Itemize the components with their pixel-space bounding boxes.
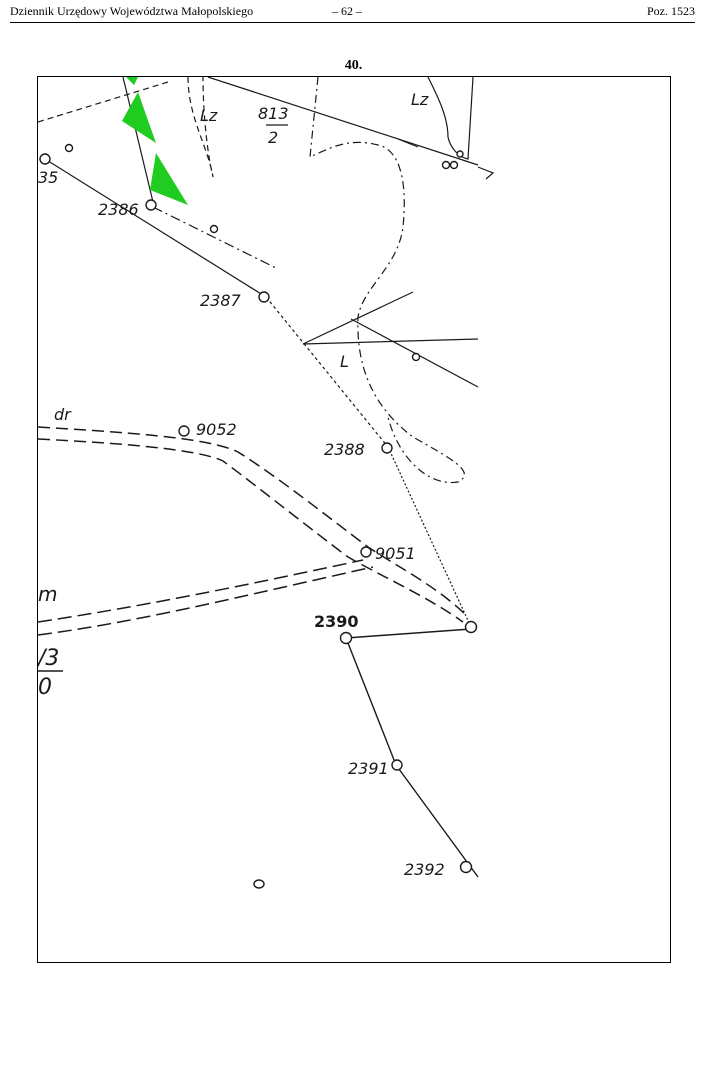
diagonal-right-line: [351, 319, 478, 387]
road-contour: [310, 77, 464, 483]
survey-point-2387: [259, 292, 269, 302]
label-parcel-numerator: 813: [258, 104, 289, 123]
label-2387: 2387: [200, 291, 241, 310]
boundary-line-2390-2391: [346, 638, 396, 765]
label-fraction-denominator: 0: [38, 675, 52, 700]
road-edge-2: [38, 439, 463, 622]
label-parcel-denominator: 2: [268, 128, 279, 147]
label-fraction-numerator: /3: [38, 646, 60, 671]
arrow-line: [398, 139, 418, 147]
survey-point-9052: [179, 426, 189, 436]
label-2390: 2390: [314, 612, 359, 631]
small-point-d: [451, 162, 458, 169]
label-m: m: [38, 582, 58, 606]
position-number: Poz. 1523: [647, 4, 695, 18]
green-marker-upper: [122, 92, 156, 143]
journal-title: Dziennik Urzędowy Województwa Małopolskiego: [10, 4, 254, 18]
small-point-a: [66, 145, 73, 152]
green-marker-lower: [150, 153, 188, 205]
parcel-boundary-left: [188, 77, 213, 177]
map-lines: [38, 77, 493, 877]
survey-points: [40, 145, 477, 889]
map-number: 40.: [344, 58, 363, 73]
survey-point-corner: [466, 622, 477, 633]
green-marker-top: [126, 77, 138, 85]
small-point-e: [457, 151, 463, 157]
page-header: [10, 2, 695, 23]
top-line: [208, 77, 478, 165]
map-frame: [37, 76, 671, 963]
cadastral-map: [38, 77, 670, 962]
top-dashed-line: [38, 82, 168, 122]
label-2386: 2386: [98, 200, 139, 219]
boundary-line-2387-2388: [266, 297, 388, 447]
survey-point-2386: [146, 200, 156, 210]
label-2392: 2392: [404, 860, 445, 879]
survey-point-2390: [341, 633, 352, 644]
road-edge-1: [38, 427, 468, 617]
label-2385: 35: [38, 168, 59, 187]
survey-point-9051: [361, 547, 371, 557]
page-number: – 62 –: [332, 4, 362, 18]
label-9052: 9052: [196, 420, 237, 439]
map-labels: [38, 90, 445, 879]
small-point-c: [443, 162, 450, 169]
small-point-b: [211, 226, 218, 233]
arrow-head: [478, 167, 493, 179]
survey-point-2385: [40, 154, 50, 164]
small-point-f: [413, 354, 420, 361]
boundary-line-2390-corner: [346, 629, 471, 638]
label-lz-right: Lz: [411, 90, 429, 109]
survey-point-2388: [382, 443, 392, 453]
green-markers: [122, 77, 188, 205]
survey-point-2391: [392, 760, 402, 770]
label-2388: 2388: [324, 440, 365, 459]
top-right-boundary: [428, 77, 473, 159]
label-lz-left: Lz: [200, 106, 218, 125]
label-2391: 2391: [348, 759, 389, 778]
small-point-g: [254, 880, 264, 888]
label-l: L: [340, 352, 349, 371]
triangular-lines: [303, 292, 478, 344]
survey-point-2392: [461, 862, 472, 873]
label-9051: 9051: [375, 544, 416, 563]
label-dr: dr: [54, 405, 71, 424]
